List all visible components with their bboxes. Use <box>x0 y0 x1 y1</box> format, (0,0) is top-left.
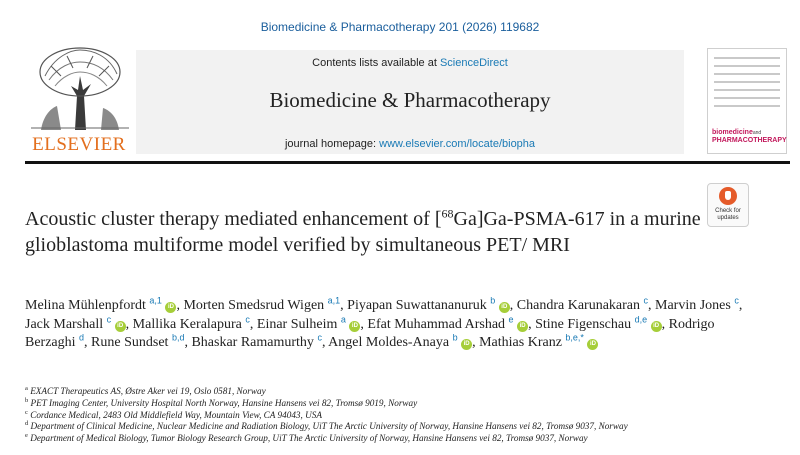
author-name[interactable]: Einar Sulheim <box>256 316 338 332</box>
affiliation-item <box>25 410 785 422</box>
affiliation-text: PET Imaging Center, University Hospital North Norway, Hansine Hansens vei 82, Tromsø 9019, Norway <box>30 397 418 408</box>
author-name[interactable]: Efat Muhammad Arshad <box>367 316 506 332</box>
author-affiliation-marker[interactable]: b,e,* <box>565 332 584 343</box>
affiliation-item <box>25 386 785 398</box>
author[interactable] <box>132 313 254 332</box>
affiliation-item <box>25 421 785 433</box>
author-affiliation-marker[interactable]: c <box>245 313 250 324</box>
author-list <box>25 297 765 353</box>
orcid-icon[interactable]: iD <box>461 339 472 350</box>
author-name[interactable]: Stine Figenschau <box>535 316 632 332</box>
author[interactable] <box>91 332 188 350</box>
author-name[interactable]: Angel Moldes-Anaya <box>328 335 450 350</box>
affiliation-label: b <box>25 396 29 404</box>
homepage-prefix: journal homepage: <box>284 138 380 150</box>
author-affiliation-marker[interactable]: c <box>734 295 739 306</box>
author-separator: , <box>360 316 364 332</box>
author-name[interactable]: Rune Sundset <box>91 335 169 350</box>
affiliation-label: e <box>25 432 28 440</box>
author-affiliation-marker[interactable]: b <box>490 295 496 306</box>
publisher-name: ELSEVIER <box>32 134 126 155</box>
author[interactable] <box>479 332 598 350</box>
author-separator: , <box>528 316 532 332</box>
author-affiliation-marker[interactable]: a <box>340 313 346 324</box>
orcid-icon[interactable]: iD <box>499 302 510 313</box>
journal-homepage-link[interactable]: www.elsevier.com/locate/biopha <box>379 138 536 150</box>
journal-title[interactable]: Biomedicine & Pharmacotherapy <box>269 88 551 112</box>
author-affiliation-marker[interactable]: c <box>643 295 648 306</box>
affiliation-label: a <box>25 384 28 392</box>
orcid-icon[interactable]: iD <box>349 321 360 332</box>
cover-title-b: PHARMACOTHERAPY <box>712 137 787 144</box>
author-separator: , <box>321 335 326 350</box>
author-name[interactable]: Morten Smedsrud Wigen <box>183 298 325 313</box>
contents-line <box>136 57 684 69</box>
journal-masthead <box>25 44 790 160</box>
author-name[interactable]: Chandra Karunakaran <box>516 298 640 313</box>
affiliation-item <box>25 433 785 445</box>
elsevier-logo[interactable] <box>25 44 133 160</box>
author-separator: , <box>184 335 188 350</box>
cover-title-a: biomedicine <box>712 129 753 136</box>
author-name[interactable]: Melina Mühlenpfordt <box>25 298 146 313</box>
author-separator: , <box>84 335 88 350</box>
author-separator: , <box>249 316 254 332</box>
orcid-icon[interactable]: iD <box>587 339 598 350</box>
author-separator: , <box>661 316 666 332</box>
author-affiliation-marker[interactable]: a,1 <box>327 295 341 306</box>
journal-cover[interactable] <box>707 48 787 154</box>
author-name[interactable]: Marvin Jones <box>655 298 731 313</box>
author-affiliation-marker[interactable]: e <box>508 313 514 324</box>
header-divider <box>25 161 790 164</box>
author-separator: , <box>738 298 743 313</box>
author[interactable] <box>256 313 364 332</box>
author-name[interactable]: Jack Marshall <box>25 316 104 332</box>
author-name[interactable]: Piyapan Suwattananuruk <box>347 298 487 313</box>
cover-text-lines <box>714 57 780 113</box>
article-title <box>25 206 705 258</box>
affiliation-item <box>25 398 785 410</box>
author[interactable] <box>535 313 666 332</box>
author-name[interactable]: Mathias Kranz <box>479 335 562 350</box>
orcid-icon[interactable]: iD <box>651 321 662 332</box>
affiliation-label: d <box>25 420 29 428</box>
title-part-2: Ga]Ga-PSMA-617 in a murine glioblastoma multiforme model verified by simultaneous PET/ MRI <box>25 208 701 256</box>
author-separator: , <box>176 298 180 313</box>
author-affiliation-marker[interactable]: d <box>79 332 85 343</box>
author-separator: , <box>340 298 344 313</box>
author[interactable] <box>25 313 130 332</box>
author-affiliation-marker[interactable]: b <box>452 332 458 343</box>
author-separator: , <box>125 316 130 332</box>
affiliation-text: Department of Clinical Medicine, Nuclear Medicine and Radiation Biology, UiT The Arctic University of Norway, Hansine Hansens vei 82, Tromsø 9037, Norway <box>30 421 628 432</box>
contents-prefix: Contents lists available at <box>312 57 440 69</box>
author-separator: , <box>472 335 476 350</box>
author-name[interactable]: Bhaskar Ramamurthy <box>191 335 314 350</box>
orcid-icon[interactable]: iD <box>115 321 126 332</box>
elsevier-tree-icon <box>31 46 129 130</box>
cover-title-mid: and <box>752 130 762 136</box>
affiliation-list <box>25 386 785 445</box>
author-affiliation-marker[interactable]: c <box>106 313 112 324</box>
cover-title <box>712 129 787 145</box>
check-updates-label: Check for updates <box>715 208 741 221</box>
author[interactable] <box>328 332 476 350</box>
sciencedirect-link[interactable]: ScienceDirect <box>439 57 508 69</box>
check-for-updates-button[interactable] <box>707 183 749 227</box>
affiliation-text: Department of Medical Biology, Tumor Biology Research Group, UiT The Arctic University of Norway, Hansine Hansens vei 82, Tromsø 9037, Norway <box>30 433 588 444</box>
affiliation-text: EXACT Therapeutics AS, Østre Aker vei 19, Oslo 0581, Norway <box>30 386 266 396</box>
author-affiliation-marker[interactable]: b,d <box>171 332 185 343</box>
affiliation-text: Cordance Medical, 2483 Old Middlefield Way, Mountain View, CA 94043, USA <box>30 409 322 420</box>
orcid-icon[interactable]: iD <box>517 321 528 332</box>
journal-banner <box>136 50 684 154</box>
author[interactable] <box>516 295 652 313</box>
author[interactable] <box>367 313 532 332</box>
author-name[interactable]: Rodrigo Berzaghi <box>25 316 715 350</box>
author-separator: , <box>648 298 652 313</box>
author[interactable] <box>347 295 514 313</box>
title-part-1: Acoustic cluster therapy mediated enhancement of [ <box>25 208 442 230</box>
title-superscript: 68 <box>441 206 454 221</box>
author[interactable] <box>183 295 344 313</box>
author-affiliation-marker[interactable]: c <box>317 332 322 343</box>
homepage-line <box>136 138 684 150</box>
author[interactable] <box>25 295 180 313</box>
journal-citation[interactable]: Biomedicine & Pharmacotherapy 201 (2026) 119682 <box>260 20 540 34</box>
affiliation-label: c <box>25 408 28 416</box>
author[interactable] <box>655 295 743 313</box>
author-affiliation-marker[interactable]: d,e <box>634 313 648 324</box>
author-separator: , <box>509 298 514 313</box>
author-affiliation-marker[interactable]: a,1 <box>149 295 162 306</box>
orcid-icon[interactable]: iD <box>165 302 176 313</box>
crossmark-icon <box>719 187 737 205</box>
author[interactable] <box>191 332 326 350</box>
author-name[interactable]: Mallika Keralapura <box>132 316 242 332</box>
